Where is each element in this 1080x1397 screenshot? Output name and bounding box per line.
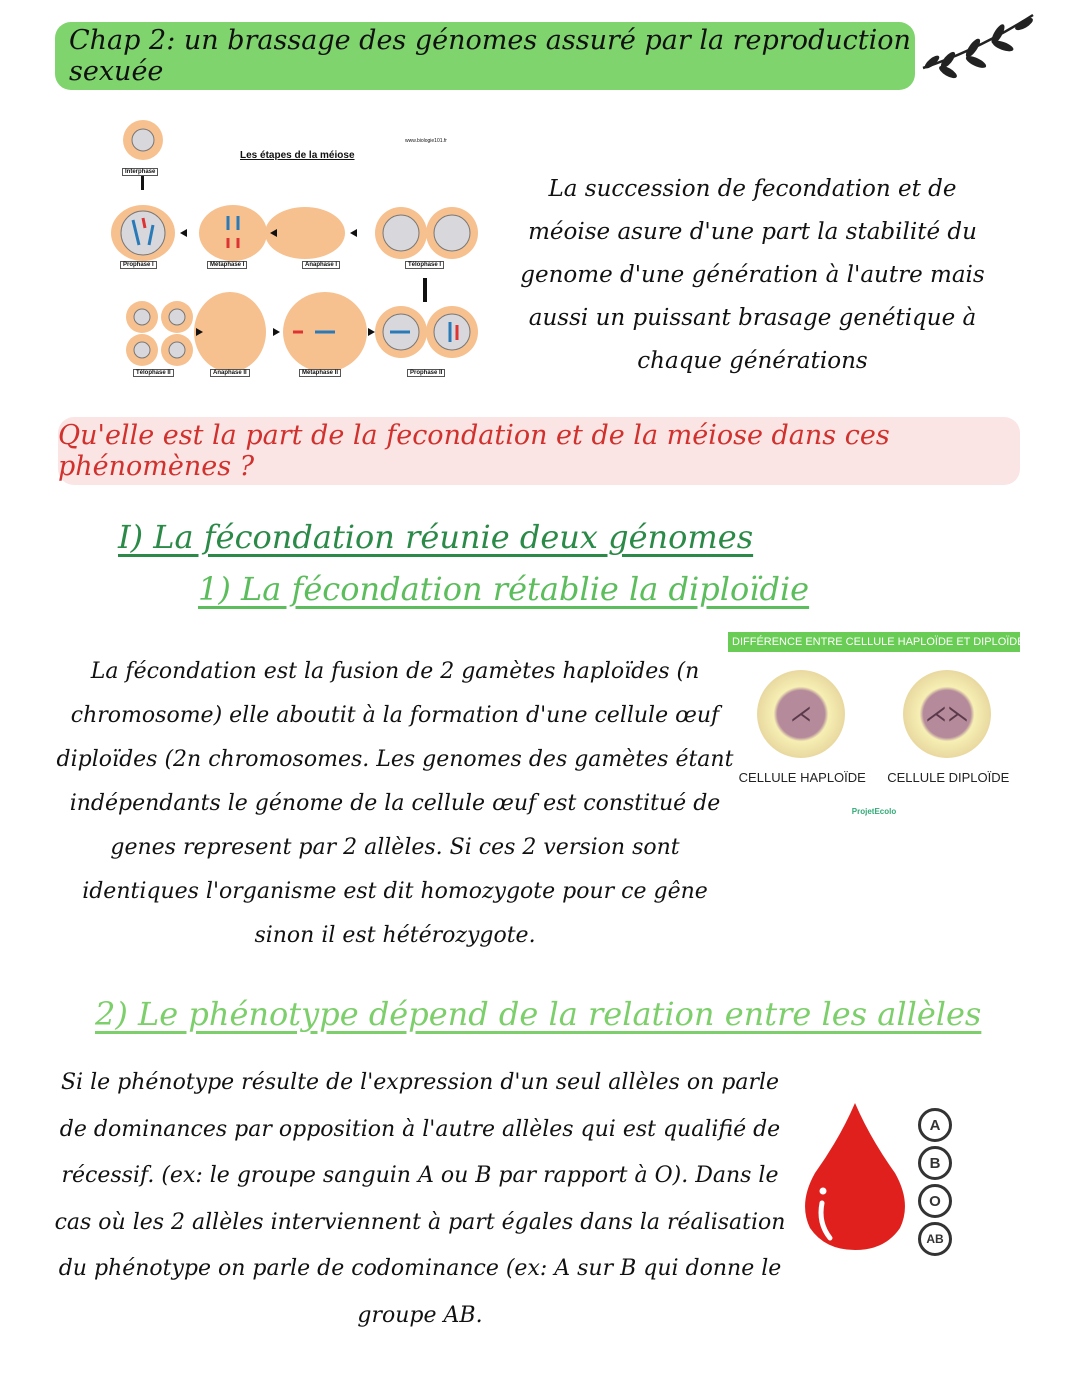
figure-banner: DIFFÉRENCE ENTRE CELLULE HAPLOÏDE ET DIPLOÏDE bbox=[728, 632, 1020, 652]
phenotype-paragraph: Si le phénotype résulte de l'expression d'un seul allèles on parle de dominances par opposition à l'autre allèles qui est qualifié de récessif. (ex: le groupe sanguin A ou B par rapport à O). Dans le cas où les 2 allèles interviennent à part égales dans la réalisation du phénotype on parle de codominance (ex: A sur B qui donne le groupe AB. bbox=[54, 1070, 786, 1328]
meiosis-title: Les étapes de la méiose bbox=[240, 150, 355, 161]
stage-label: Métaphase II bbox=[299, 369, 341, 377]
meiosis-source: www.biologie101.fr bbox=[405, 138, 447, 144]
blood-group-badge: A bbox=[918, 1108, 952, 1142]
stage-label: Anaphase I bbox=[302, 261, 340, 269]
stage-label: Métaphase I bbox=[207, 261, 247, 269]
meiosis-diagram bbox=[105, 120, 480, 388]
intro-paragraph: La succession de fecondation et de méoise asure d'une part la stabilité du genome d'une génération à l'autre mais aussi un puissant brasage genétique à chaque générations bbox=[520, 176, 985, 374]
question-text: Qu'elle est la part de la fecondation et de la méiose dans ces phénomènes ? bbox=[58, 420, 890, 482]
stage-label: Télophase II bbox=[133, 369, 174, 377]
haploid-cell-image: ⋌ bbox=[757, 670, 845, 758]
haploid-diploid-figure bbox=[728, 632, 1025, 832]
haploid-label: CELLULE HAPLOÏDE bbox=[738, 770, 866, 785]
blood-group-badge: AB bbox=[918, 1222, 952, 1256]
blood-drop-icon bbox=[800, 1098, 910, 1253]
section-1-subheading: 1) La fécondation rétablie la diploïdie bbox=[198, 570, 810, 608]
blood-group-badge: O bbox=[918, 1184, 952, 1218]
blood-group-list bbox=[918, 1108, 954, 1260]
stage-label: Télophase I bbox=[405, 261, 444, 269]
section-2-heading: 2) Le phénotype dépend de la relation entre les allèles bbox=[95, 995, 982, 1033]
chapter-title-text: Chap 2: un brassage des génomes assuré par la reproduction sexuée bbox=[69, 25, 911, 87]
chapter-title bbox=[55, 22, 915, 90]
question-banner bbox=[58, 417, 1020, 485]
leaf-branch-icon bbox=[918, 10, 1038, 90]
section-1-heading: I) La fécondation réunie deux génomes bbox=[118, 518, 754, 556]
figure-credit: ProjetEcolo bbox=[851, 807, 897, 816]
stage-label: Interphase bbox=[122, 168, 158, 176]
stage-label: Prophase II bbox=[407, 369, 445, 377]
stage-label: Anaphase II bbox=[210, 369, 250, 377]
fecondation-paragraph: La fécondation est la fusion de 2 gamètes haploïdes (n chromosome) elle aboutit à la formation d'une cellule œuf diploïdes (2n chromosomes. Les genomes des gamètes étant indépendants le génome de la cellule œuf est constitué de genes represent par 2 allèles. Si ces 2 version sont identiques l'organisme est dit homozygote pour ce gêne sinon il est hétérozygote. bbox=[56, 659, 734, 948]
diploid-cell-image: ⋌⋋ bbox=[903, 670, 991, 758]
stage-label: Prophase I bbox=[120, 261, 157, 269]
blood-group-badge: B bbox=[918, 1146, 952, 1180]
diploid-label: CELLULE DIPLOÏDE bbox=[887, 770, 1010, 785]
